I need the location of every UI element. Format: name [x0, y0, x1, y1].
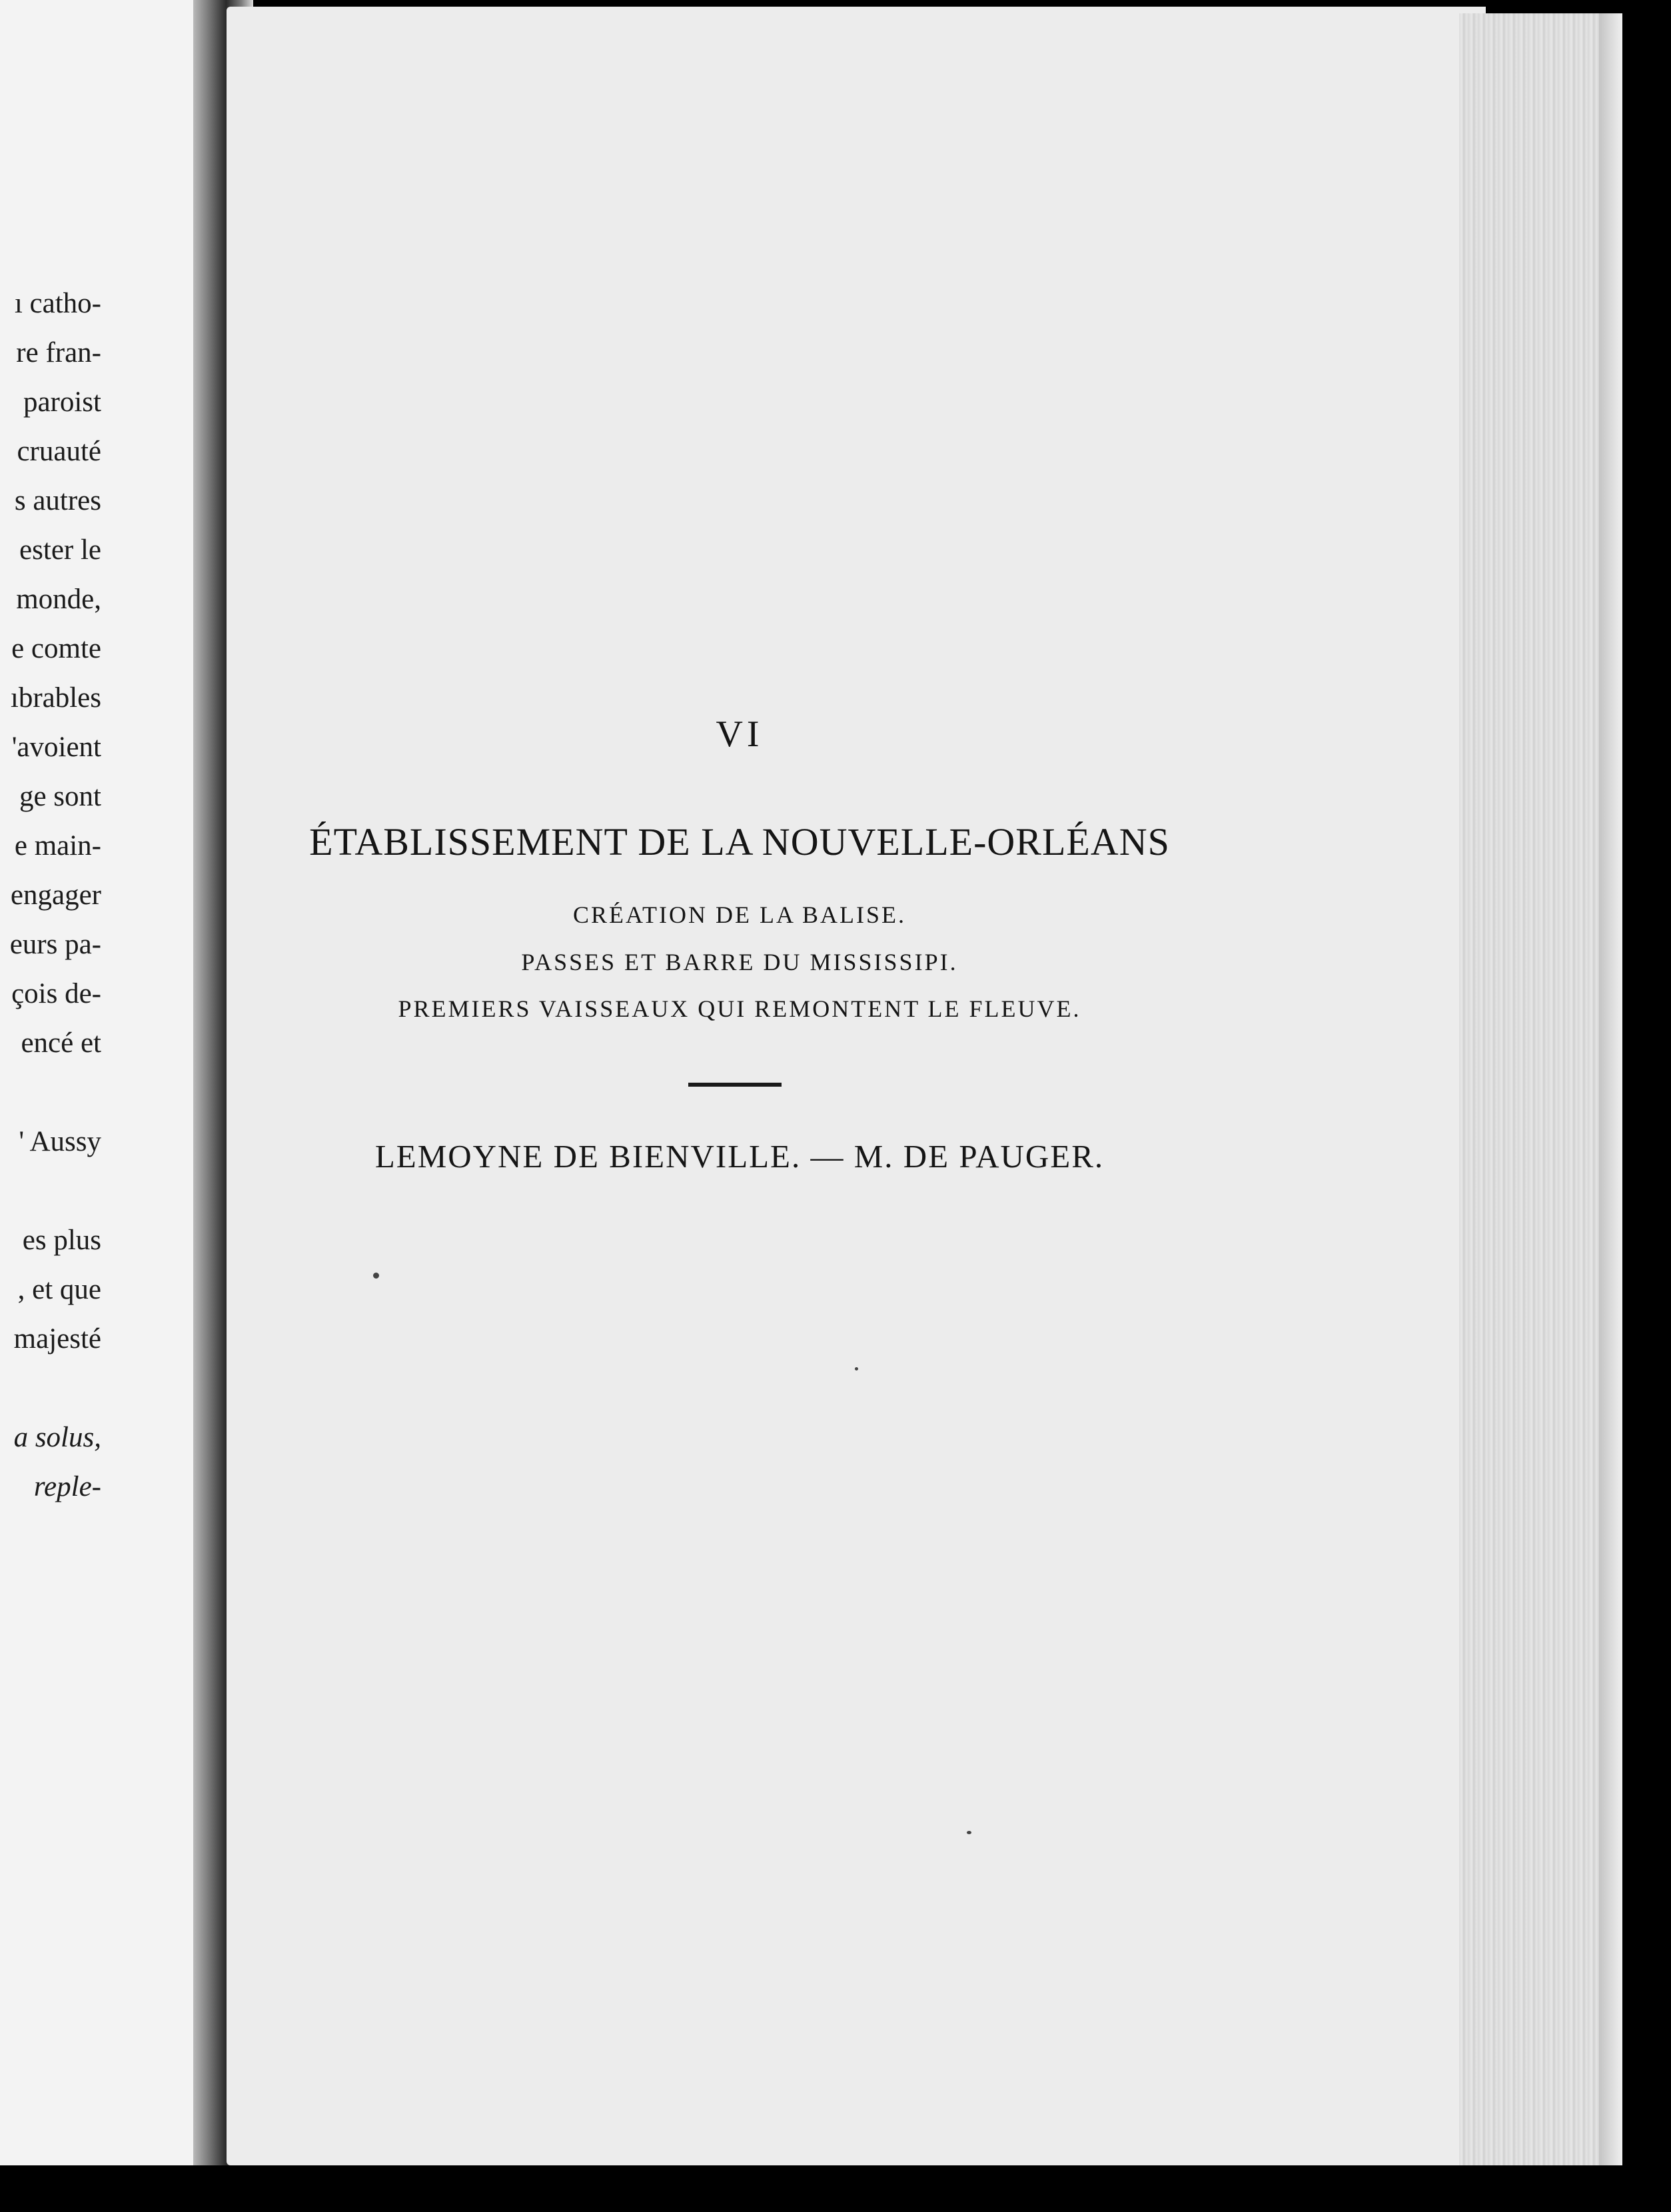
left-text-fragment: ' Aussy — [19, 1126, 101, 1157]
divider-rule — [688, 1083, 782, 1087]
paper-speck — [373, 1273, 379, 1279]
left-text-fragment: cruauté — [17, 436, 101, 467]
chapter-title: ÉTABLISSEMENT DE LA NOUVELLE-ORLÉANS — [309, 820, 1170, 863]
left-text-fragment: ı catho- — [14, 288, 101, 319]
paper-speck — [855, 1367, 858, 1371]
chapter-subtitle: PASSES ET BARRE DU MISSISSIPI. — [521, 949, 958, 975]
left-text-fragment: a solus, — [13, 1422, 101, 1453]
left-text-fragment: ıbrables — [10, 682, 101, 714]
left-text-fragment: es plus — [22, 1225, 101, 1256]
left-text-fragment: engager — [10, 879, 101, 911]
left-text-fragment: paroist — [23, 386, 101, 418]
chapter-subtitle: PREMIERS VAISSEAUX QUI REMONTENT LE FLEUVE. — [398, 995, 1081, 1022]
left-text-fragment: monde, — [16, 584, 101, 615]
left-text-fragment: e main- — [14, 830, 101, 861]
left-text-fragment: ester le — [19, 534, 101, 566]
left-text-fragment: s autres — [14, 485, 101, 516]
left-facing-page — [0, 0, 193, 2165]
left-text-fragment: e comte — [11, 633, 101, 664]
left-text-fragment: encé et — [21, 1027, 101, 1059]
chapter-subtitle: CRÉATION DE LA BALISE. — [573, 901, 906, 928]
left-text-fragment: çois de- — [11, 978, 101, 1009]
left-text-fragment: majesté — [13, 1323, 101, 1355]
paper-speck — [967, 1831, 971, 1834]
page-edges — [1459, 13, 1622, 2165]
left-text-fragment: reple- — [33, 1471, 101, 1502]
chapter-number: VI — [716, 714, 764, 755]
left-text-fragment: re fran- — [16, 337, 101, 368]
left-text-fragment: eurs pa- — [9, 929, 101, 960]
left-text-fragment: ge sont — [19, 781, 101, 812]
page-edges-shadow — [1599, 13, 1622, 2165]
left-text-fragment: 'avoient — [11, 732, 101, 763]
chapter-names: LEMOYNE DE BIENVILLE. — M. DE PAUGER. — [374, 1138, 1105, 1175]
left-text-fragment: , et que — [17, 1274, 101, 1305]
right-page — [227, 7, 1486, 2165]
